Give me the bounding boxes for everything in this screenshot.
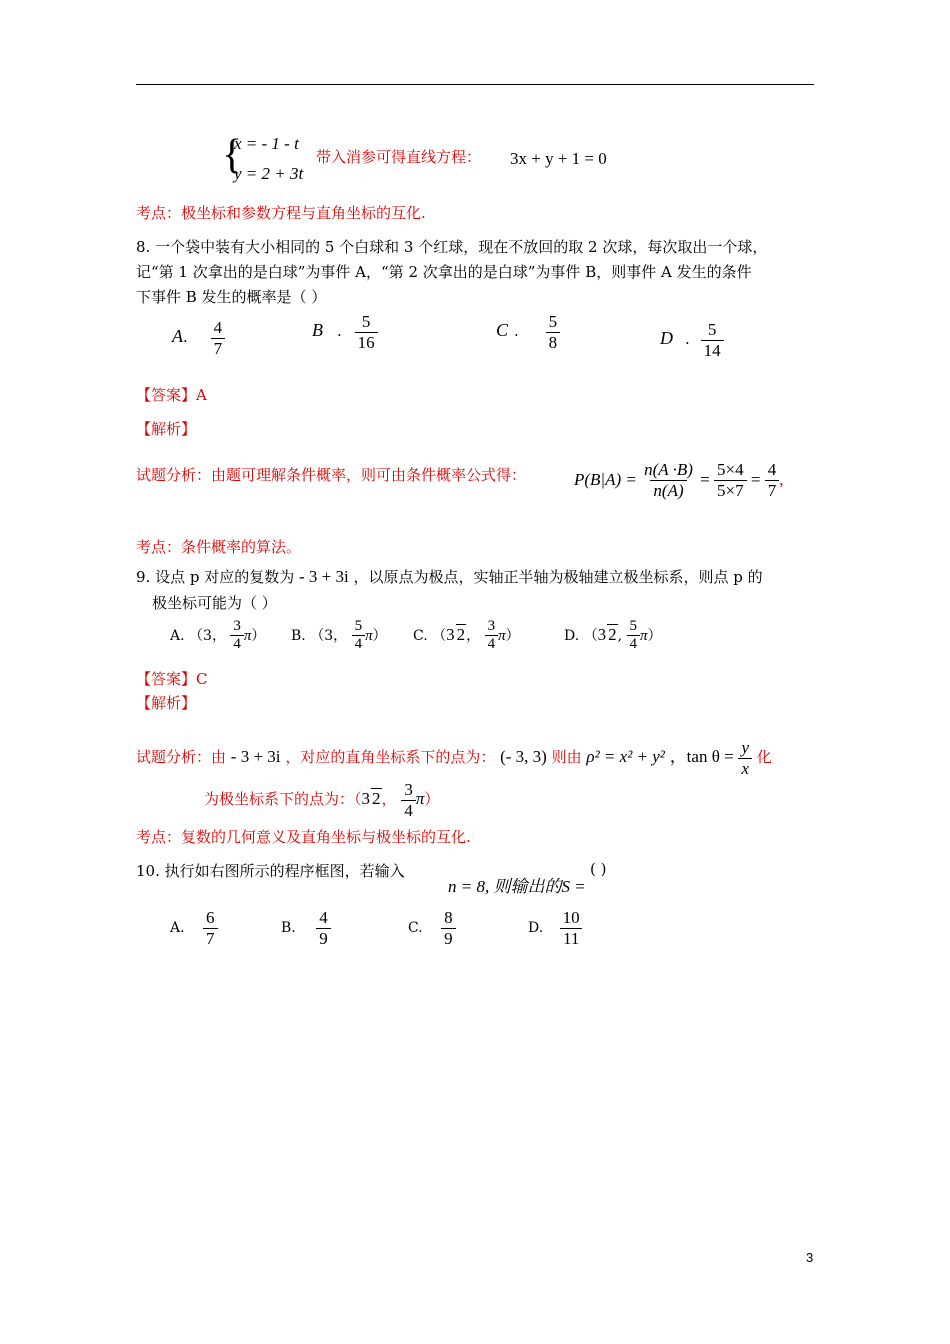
q9-option-b: B. （3， $\frac{5}{4}$ π） bbox=[291, 618, 387, 653]
q8-line-3: 下事件 B 发生的概率是（ ） bbox=[136, 288, 327, 306]
q9-analysis: 试题分析：由 - 3 + 3i ，对应的直角坐标系下的点为： (- 3, 3) 则由 ρ² = x² + y² ，tan θ = $\frac{y}{x}$ 化 bbox=[136, 738, 772, 778]
formula-den: n(A) bbox=[650, 480, 686, 501]
q9-option-c: C. （3 2， $\frac{3}{4}$ π） bbox=[413, 618, 520, 653]
header-rule bbox=[136, 84, 814, 85]
option-letter: A bbox=[172, 326, 183, 347]
line-equation: 3x + y + 1 = 0 bbox=[510, 149, 607, 168]
q10-option-b: B. $\frac{4}{9}$ bbox=[281, 908, 331, 948]
q10-line-1: 10. 执行如右图所示的程序框图，若输入 bbox=[136, 862, 405, 880]
q8-analysis: 试题分析：由题可理解条件概率，则可由条件概率公式得： bbox=[136, 466, 527, 484]
q9-option-a: A. （3， $\frac{3}{4}$ π） bbox=[170, 618, 266, 653]
q9-kaodian: 考点：复数的几何意义及直角坐标与极坐标的互化. bbox=[136, 828, 471, 846]
formula-lhs: P(B|A) = bbox=[574, 470, 637, 490]
q10-tail: n = 8, 则输出的S = bbox=[448, 877, 586, 896]
substitution-text: 带入消参可得直线方程： bbox=[316, 148, 482, 166]
q9-text-b: ，以原点为极点，实轴正半轴为极轴建立极坐标系，则点 p 的 bbox=[353, 568, 763, 586]
q10-paren: ( ) bbox=[590, 860, 607, 878]
option-den: 8 bbox=[546, 332, 561, 353]
q9-text-a: 9. 设点 p 对应的复数为 bbox=[136, 568, 295, 586]
q8-option-c: C . $\frac{5}{8}$ bbox=[496, 312, 560, 352]
option-num: 4 bbox=[213, 318, 223, 337]
formula-f3-num: 4 bbox=[767, 460, 777, 479]
q9-complex: - 3 + 3i bbox=[299, 567, 349, 586]
q10-option-d: D. $\frac{10}{11}$ bbox=[528, 908, 583, 948]
option-letter: B bbox=[312, 320, 323, 341]
kaodian-1: 考点：极坐标和参数方程与直角坐标的互化. bbox=[136, 204, 426, 222]
option-num: 5 bbox=[707, 320, 717, 339]
q10-option-c: C. $\frac{8}{9}$ bbox=[408, 908, 456, 948]
q8-line-2: 记“第 1 次拿出的是白球”为事件 A，“第 2 次拿出的是白球”为事件 B，则事件 A 发生的条件 bbox=[136, 263, 752, 281]
param-eq-1: x = - 1 - t bbox=[234, 134, 299, 153]
q10-option-a: A. $\frac{6}{7}$ bbox=[170, 908, 218, 948]
q9-answer: 【答案】C bbox=[136, 670, 208, 688]
q8-line-1: 8. 一个袋中装有大小相同的 5 个白球和 3 个红球，现在不放回的取 2 次球，每次取出一个球， bbox=[136, 238, 768, 256]
option-den: 16 bbox=[355, 332, 378, 353]
q8-option-a: A. $\frac{4}{7}$ bbox=[172, 318, 225, 358]
q8-answer: 【答案】A bbox=[136, 386, 207, 404]
option-den: 7 bbox=[211, 338, 226, 359]
q9-line-2: 极坐标可能为（ ） bbox=[152, 594, 277, 612]
option-num: 5 bbox=[361, 312, 371, 331]
option-letter: C bbox=[496, 320, 509, 341]
q8-formula: P(B|A) = $\frac{n(A \cdot B)}{n(A)}$ = $\frac{5\times 4}{5\times 7}$ = $\frac{4}{7}$ , bbox=[574, 460, 784, 500]
q9-jiexi: 【解析】 bbox=[136, 694, 197, 712]
q8-option-b: B . $\frac{5}{16}$ bbox=[312, 312, 378, 352]
page-number: 3 bbox=[806, 1250, 814, 1265]
q9-option-d: D. （3 2, $\frac{5}{4}$ π） bbox=[564, 618, 662, 653]
q8-option-d: D . $\frac{5}{14}$ bbox=[660, 320, 724, 360]
option-den: 14 bbox=[701, 340, 724, 361]
option-letter: D bbox=[660, 328, 673, 349]
brace: { bbox=[222, 132, 243, 178]
q9-line-1 bbox=[136, 566, 763, 587]
formula-f3-den: 7 bbox=[765, 480, 780, 501]
q8-kaodian: 考点：条件概率的算法。 bbox=[136, 538, 302, 556]
param-eq-2: y = 2 + 3t bbox=[234, 164, 304, 183]
q9-analysis-line-2: 为极坐标系下的点为：（3 2， $\frac{3}{4}$ π） bbox=[204, 780, 440, 820]
option-num: 5 bbox=[548, 312, 558, 331]
q8-jiexi: 【解析】 bbox=[136, 420, 197, 438]
formula-f2-num: 5×4 bbox=[717, 460, 744, 479]
formula-f2-den: 5×7 bbox=[714, 480, 747, 501]
formula-num: n(A ·B) bbox=[644, 460, 693, 479]
